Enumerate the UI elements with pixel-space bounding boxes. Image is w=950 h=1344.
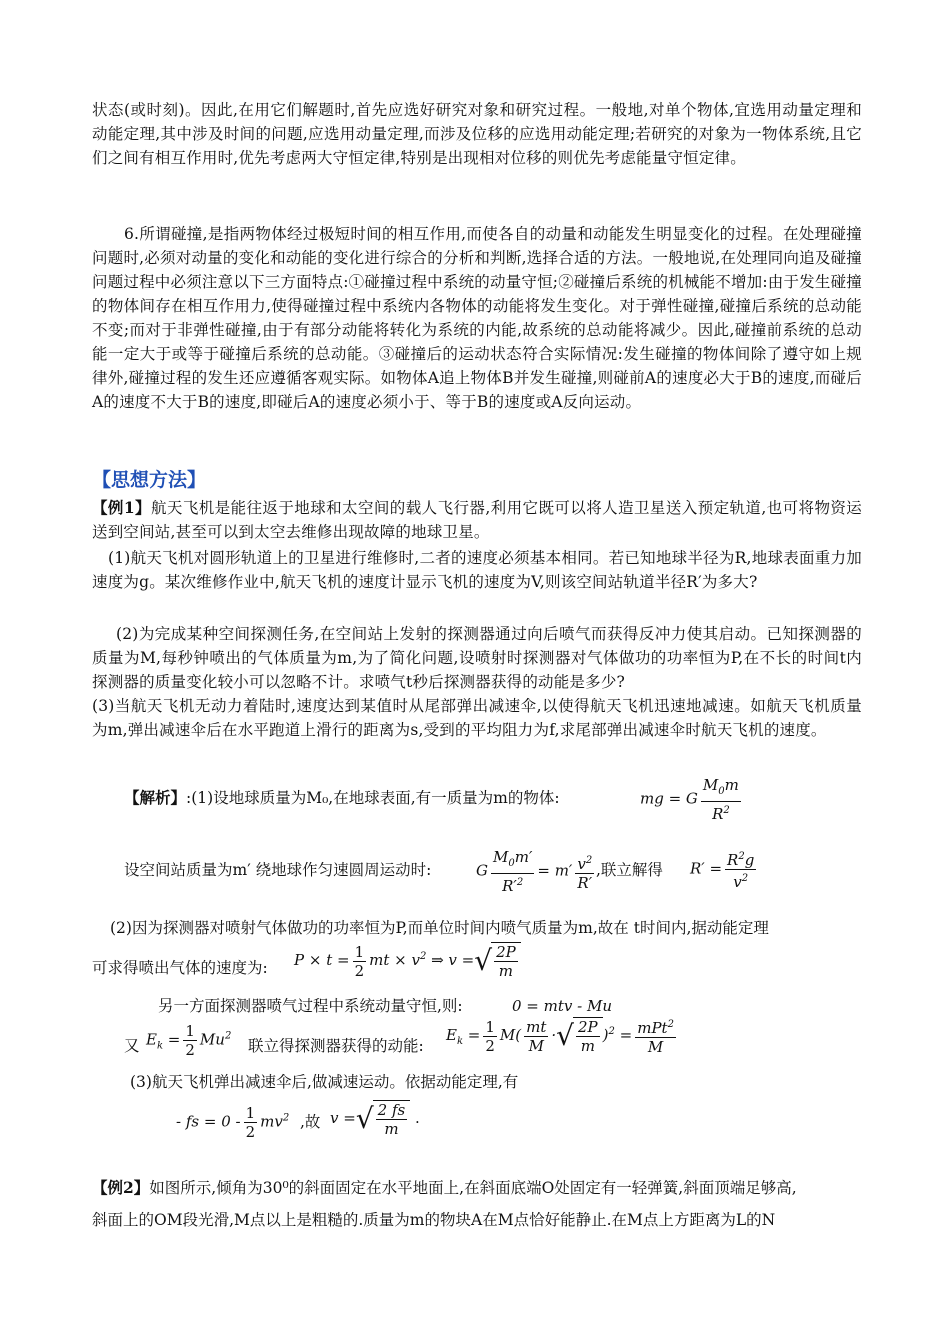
solution-line-3a: (2)因为探测器对喷射气体做功的功率恒为P,而单位时间内喷气质量为m,故在 t时间内,据动能定理	[110, 919, 769, 937]
formula-Ek-M: $E_k$ = $\frac{1}{2}$ Mu$^2$	[146, 1022, 232, 1059]
example1-question-2: (2)为完成某种空间探测任务,在空间站上发射的探测器通过向后喷气而获得反冲力使其启动。已知探测器的质量为M,每秒钟喷出的气体质量为m,为了简化问题,设喷射时探测器对气体做功的功率恒为P,在不长的时间t内探测器的质量变化较小可以忽略不计。求喷气t秒后探测器获得的动能是多少?	[92, 625, 862, 691]
formula-Ek-result: $E_k$ = $\frac{1}{2}$ M( $\frac{mt}{M}$ · √ $\frac{2P}{m}$ )$^2$ = $\frac{mPt^2}{M}$	[446, 1017, 674, 1056]
solution-line-7: ,故	[300, 1113, 321, 1131]
solution-line-1	[124, 786, 644, 810]
example2-line-1	[92, 1176, 862, 1200]
example1-intro-text: 航天飞机是能往返于地球和太空间的载人飞行器,利用它既可以将人造卫星送入预定轨道,也可将物资运送到空间站,甚至可以到太空去维修出现故障的地球卫星。	[92, 499, 863, 541]
formula-momentum: 0 = mtv - Mu	[512, 997, 612, 1015]
solution-line-4: 另一方面探测器喷气过程中系统动量守恒,则:	[158, 997, 463, 1015]
paragraph-collision: 6.所谓碰撞,是指两物体经过极短时间的相互作用,而使各自的动量和动能发生明显变化的过程。在处理碰撞问题时,必须对动量的变化和动能的变化进行综合的分析和判断,选择合适的方法。一般地说,在处理同向追及碰撞问题过程中必须注意以下三方面特点:①碰撞过程中系统的动量守恒;②碰撞后系统的机械能不增加:由于发生碰撞的物体间存在相互作用力,使得碰撞过程中系统内各物体的动能将发生变化。对于弹性碰撞,碰撞后系统的总动能不变;而对于非弹性碰撞,由于有部分动能将转化为系统的内能,故系统的总动能将减少。因此,碰撞前系统的总动能一定大于或等于碰撞后系统的总动能。③碰撞后的运动状态符合实际情况:发生碰撞的物体间除了遵守如上规律外,碰撞过程的发生还应遵循客观实际。如物体A追上物体B并发生碰撞,则碰前A的速度必大于B的速度,而碰后A的速度不大于B的速度,即碰后A的速度必须小于、等于B的速度或A反向运动。	[92, 225, 862, 411]
formula-R-prime: R′ = $\frac{R^2g}{v^2}$	[690, 848, 759, 891]
solution-line-6: (3)航天飞机弹出减速伞后,做减速运动。依据动能定理,有	[130, 1073, 519, 1091]
example1-label: 【例1】	[92, 498, 151, 517]
formula-energy: P × t = $\frac{1}{2}$ mt × $v^2$ ⇒ v = √ $\frac{2P}{m}$	[294, 942, 521, 980]
solution-label: 【解析】	[124, 788, 187, 807]
solution-line-2b: ,联立解得	[596, 861, 663, 879]
solution-line-5a: 又	[124, 1037, 140, 1055]
example1-question-3: (3)当航天飞机无动力着陆时,速度达到某值时从尾部弹出减速伞,以使得航天飞机迅速地减速。如航天飞机质量为m,弹出减速伞后在水平跑道上滑行的距离为s,受到的平均阻力为f,求尾部弹出减速伞时航天飞机的速度。	[92, 697, 862, 739]
formula-braking: - fs = 0 - $\frac{1}{2}$ $mv^2$	[176, 1104, 290, 1141]
example2-line-2: 斜面上的OM段光滑,M点以上是粗糙的.质量为m的物块A在M点恰好能静止.在M点上方距离为L的N	[92, 1211, 776, 1229]
example2-label: 【例2】	[92, 1178, 150, 1197]
example1-question-1: (1)航天飞机对圆形轨道上的卫星进行维修时,二者的速度必须基本相同。若已知地球半径为R,地球表面重力加速度为g。某次维修作业中,航天飞机的速度计显示飞机的速度为V,则该空间站轨道半径R′为多大?	[92, 549, 862, 591]
formula-mg: mg = G $\frac{M_0m}{R^2}$	[640, 776, 739, 823]
formula-orbit: G $\frac{M_0m'}{R'^2}$ = m′ $\frac{v^2}{R'}$	[476, 848, 593, 895]
solution-text-1: :(1)设地球质量为M₀,在地球表面,有一质量为m的物体:	[186, 789, 560, 807]
solution-line-3b: 可求得喷出气体的速度为:	[92, 959, 268, 977]
solution-line-5b: 联立得探测器获得的动能:	[248, 1037, 424, 1055]
solution-line-2: 设空间站质量为m′ 绕地球作匀速圆周运动时:	[124, 861, 432, 879]
formula-v-result: v = √ $\frac{2 fs}{m}$ .	[330, 1101, 420, 1138]
example1-intro	[92, 496, 862, 544]
section-heading: 【思想方法】	[92, 469, 207, 491]
example2-text-1: 如图所示,倾角为30⁰的斜面固定在水平地面上,在斜面底端O处固定有一轻弹簧,斜面顶端足够高,	[149, 1179, 797, 1197]
paragraph-state-time: 状态(或时刻)。因此,在用它们解题时,首先应选好研究对象和研究过程。一般地,对单个物体,宜选用动量定理和动能定理,其中涉及时间的问题,应选用动量定理,而涉及位移的应选用动能定理;若研究的对象为一物体系统,且它们之间有相互作用时,优先考虑两大守恒定律,特别是出现相对位移的则优先考虑能量守恒定律。	[92, 101, 862, 167]
